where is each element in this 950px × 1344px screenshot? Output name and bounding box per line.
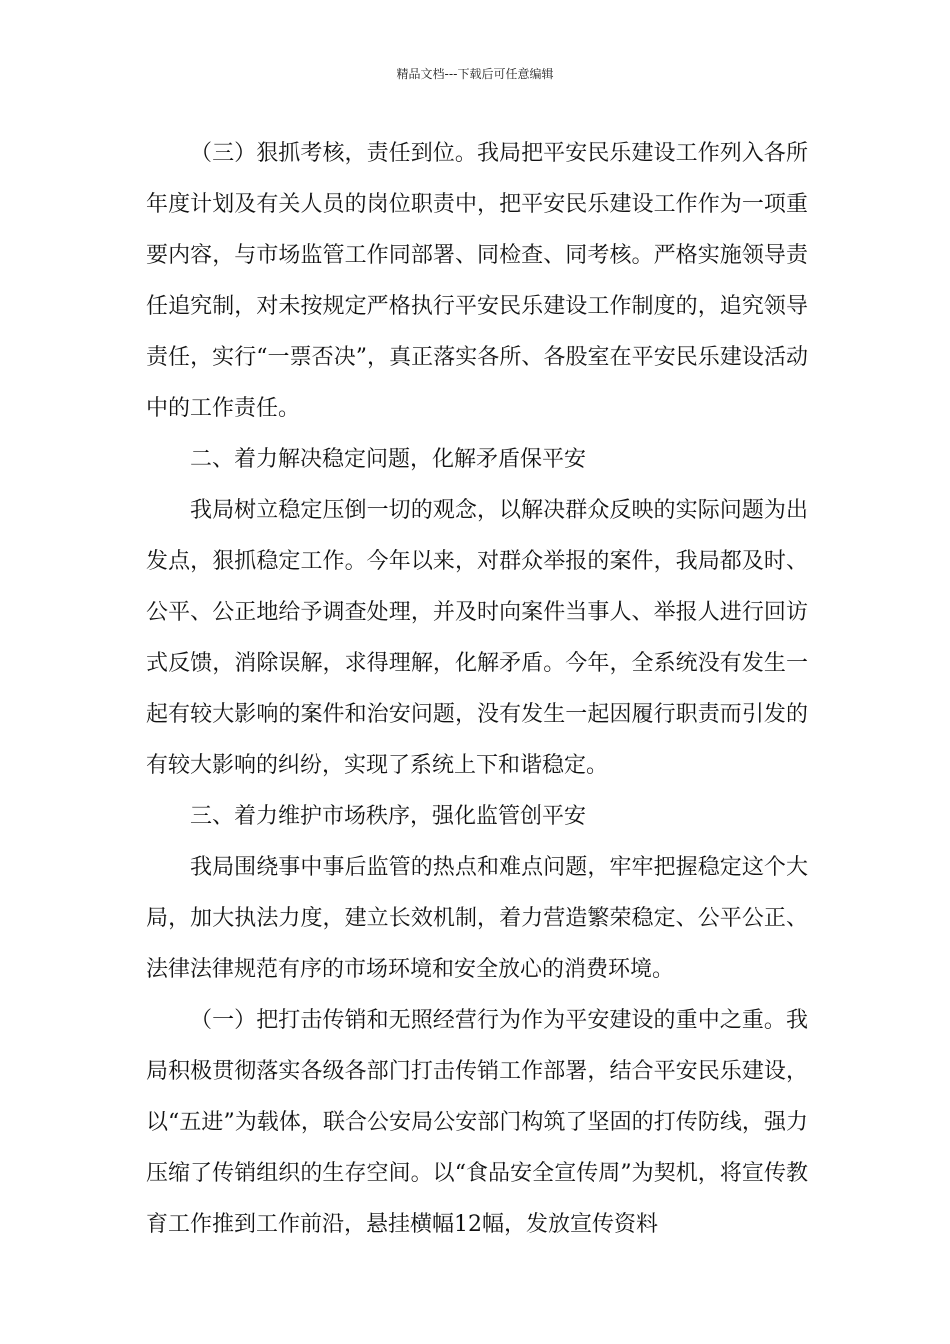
paragraph-market-order: 我局围绕事中事后监管的热点和难点问题，牢牢把握稳定这个大局，加大执法力度，建立长效机制，着力营造繁荣稳定、公平公正、法律法律规范有序的市场环境和安全放心的消费环境。	[146, 855, 808, 982]
section-heading-market-order: 三、着力维护市场秩序，强化监管创平安	[190, 804, 587, 829]
section-heading-stability: 二、着力解决稳定问题，化解矛盾保平安	[190, 447, 587, 472]
paragraph-anti-pyramid-selling: （一）把打击传销和无照经营行为作为平安建设的重中之重。我局积极贯彻落实各级各部门打击传销工作部署，结合平安民乐建设，以“五进”为载体，联合公安局公安部门构筑了坚固的打传防线，强力压缩了传销组织的生存空间。以“食品安全宣传周”为契机，将宣传教育工作推到工作前沿，悬挂横幅12幅，发放宣传资料	[146, 1008, 808, 1237]
document-body	[146, 128, 808, 1250]
page-header: 精品文档---下载后可任意编辑	[396, 67, 554, 81]
paragraph-responsibility: （三）狠抓考核，责任到位。我局把平安民乐建设工作列入各所年度计划及有关人员的岗位职责中，把平安民乐建设工作作为一项重要内容，与市场监管工作同部署、同检查、同考核。严格实施领导责任追究制，对未按规定严格执行平安民乐建设工作制度的，追究领导责任，实行“一票否决”，真正落实各所、各股室在平安民乐建设活动中的工作责任。	[146, 141, 808, 421]
paragraph-stability: 我局树立稳定压倒一切的观念，以解决群众反映的实际问题为出发点，狠抓稳定工作。今年以来，对群众举报的案件，我局都及时、公平、公正地给予调查处理，并及时向案件当事人、举报人进行回访式反馈，消除误解，求得理解，化解矛盾。今年，全系统没有发生一起有较大影响的案件和治安问题，没有发生一起因履行职责而引发的有较大影响的纠纷，实现了系统上下和谐稳定。	[146, 498, 808, 778]
